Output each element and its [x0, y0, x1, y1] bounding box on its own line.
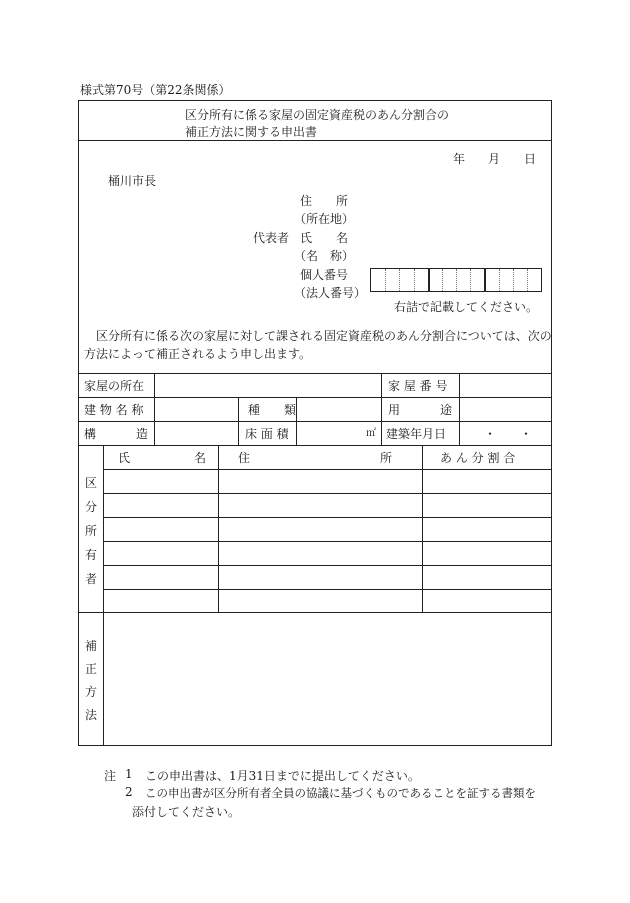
col-line-d [381, 373, 382, 445]
house-number-field[interactable] [460, 374, 551, 396]
notes-prefix: 注 [104, 769, 117, 783]
form-title-line-1: 区分所有に係る家屋の固定資産税のあん分割合の [185, 108, 450, 122]
number-box-divider [527, 269, 528, 291]
form-title-line-2: 補正方法に関する申出書 [185, 125, 318, 139]
number-box-divider [470, 269, 471, 291]
address-sublabel: （所在地） [294, 212, 355, 226]
note-2-continuation: 添付してください。 [132, 805, 241, 819]
form-number-label: 様式第70号（第22条関係） [80, 83, 231, 97]
name-sublabel: （名 称） [294, 249, 355, 263]
note-2-text: この申出書が区分所有者全員の協議に基づくものであることを証する書類を [145, 786, 536, 800]
representative-label: 代表者 [253, 231, 290, 245]
number-note: 右詰で記載してください。 [394, 300, 539, 314]
structure-field[interactable] [155, 422, 237, 444]
kind-field[interactable] [297, 398, 380, 420]
owner-ratio-header: あ ん 分 割 合 [440, 451, 516, 465]
owners-label-char-1: 区 [84, 476, 97, 490]
floor-area-label: 床 面 積 [245, 427, 289, 441]
owner-name-header-char-2: 名 [193, 451, 206, 465]
number-box-divider [513, 269, 514, 291]
statement-line-1: 区分所有に係る次の家屋に対して課される固定資産税のあん分割合については、次の [96, 329, 552, 343]
area-unit: ㎡ [366, 428, 376, 439]
number-box-divider [499, 269, 500, 291]
structure-label-char-1: 構 [84, 427, 97, 441]
statement-line-2: 方法によって補正されるよう申し出ます。 [84, 347, 312, 361]
location-field[interactable] [155, 374, 380, 396]
correction-method-field[interactable] [104, 613, 551, 745]
owner-name-field-2[interactable] [104, 494, 217, 516]
number-box-divider [385, 269, 386, 291]
note-2-number: 2 [125, 785, 133, 799]
owner-name-field-4[interactable] [104, 542, 217, 564]
structure-label-char-2: 造 [135, 427, 148, 441]
building-name-label: 建 物 名 称 [84, 403, 144, 417]
name-label: 氏 名 [300, 231, 349, 245]
correction-label-char-1: 補 [84, 639, 97, 653]
date-month: 月 [488, 152, 501, 166]
addressee: 桶川市長 [108, 174, 157, 188]
use-field[interactable] [460, 398, 551, 420]
building-name-field[interactable] [155, 398, 237, 420]
owner-address-field-3[interactable] [219, 518, 421, 540]
structure-label [84, 427, 148, 441]
owner-address-field-6[interactable] [219, 590, 421, 611]
owner-ratio-field-1[interactable] [423, 470, 551, 492]
number-box-divider [442, 269, 443, 291]
number-box-divider [484, 269, 486, 291]
note-1-text: この申出書は、1月31日までに提出してください。 [145, 769, 420, 783]
date-day: 日 [524, 152, 537, 166]
owner-address-field-1[interactable] [219, 470, 421, 492]
owners-label-char-4: 有 [84, 548, 97, 562]
owners-label-char-2: 分 [84, 500, 97, 514]
location-label: 家屋の所在 [84, 379, 145, 393]
built-date-label: 建築年月日 [386, 427, 447, 441]
owner-name-field-5[interactable] [104, 566, 217, 588]
owner-address-header-char-2: 所 [379, 451, 392, 465]
owner-ratio-field-6[interactable] [423, 590, 551, 611]
owner-name-header-char-1: 氏 [118, 451, 131, 465]
owner-name-field-3[interactable] [104, 518, 217, 540]
correction-label-char-2: 正 [84, 662, 97, 676]
correction-label-char-4: 法 [84, 708, 97, 722]
number-box-divider [456, 269, 457, 291]
owner-address-header-char-1: 住 [238, 451, 251, 465]
personal-number-boxes[interactable] [370, 268, 542, 292]
owner-address-header [238, 451, 392, 465]
owner-name-field-6[interactable] [104, 590, 217, 611]
owner-ratio-field-4[interactable] [423, 542, 551, 564]
owner-name-field-1[interactable] [104, 470, 217, 492]
address-label: 住 所 [300, 194, 349, 208]
built-date-field[interactable]: ・ ・ [484, 427, 533, 441]
owners-label-char-5: 者 [84, 572, 97, 586]
col-line-b [238, 397, 239, 445]
owner-ratio-field-2[interactable] [423, 494, 551, 516]
number-box-divider [399, 269, 400, 291]
house-number-label: 家 屋 番 号 [388, 379, 448, 393]
use-label [388, 403, 452, 417]
use-label-char-1: 用 [388, 403, 401, 417]
owner-address-field-2[interactable] [219, 494, 421, 516]
table-row-line-3 [78, 445, 552, 446]
owner-ratio-field-5[interactable] [423, 566, 551, 588]
note-1-number: 1 [125, 767, 133, 781]
date-year: 年 [453, 152, 466, 166]
personal-number-label: 個人番号 [300, 268, 349, 282]
use-label-char-2: 途 [439, 403, 452, 417]
kind-label: 種 類 [248, 403, 297, 417]
owner-ratio-field-3[interactable] [423, 518, 551, 540]
title-divider [78, 140, 552, 141]
owner-address-field-4[interactable] [219, 542, 421, 564]
number-box-divider [414, 269, 415, 291]
owners-label-char-3: 所 [84, 524, 97, 538]
corporate-number-label: （法人番号） [294, 286, 367, 300]
number-box-divider [428, 269, 430, 291]
correction-label-char-3: 方 [84, 685, 97, 699]
owner-address-field-5[interactable] [219, 566, 421, 588]
owner-name-header [118, 451, 206, 465]
